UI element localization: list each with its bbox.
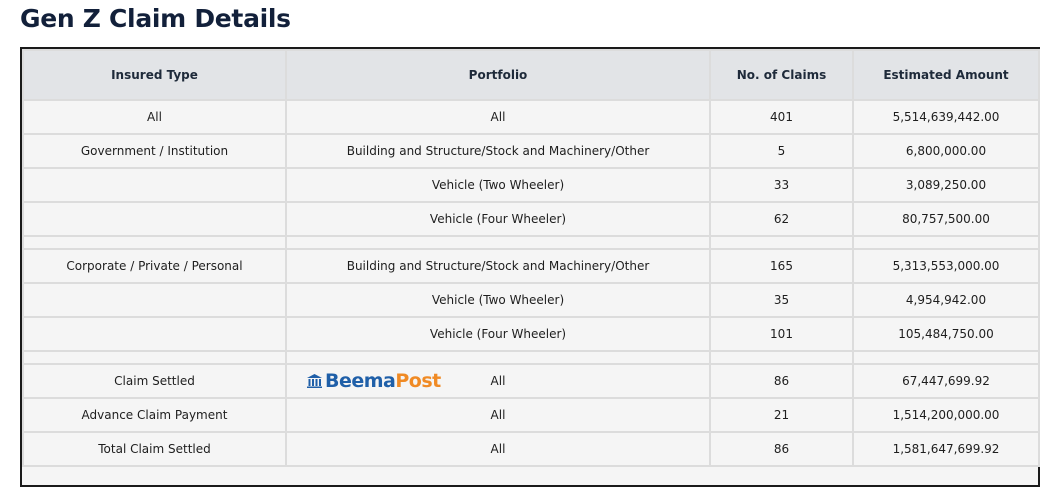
- table-row: [23, 364, 1039, 398]
- claims-table: [22, 49, 1040, 467]
- header-estimated-amount: Estimated Amount: [853, 50, 1039, 100]
- cell-insured-type: [23, 317, 286, 351]
- cell-claims: 35: [710, 283, 853, 317]
- cell-claims: 21: [710, 398, 853, 432]
- cell-amount: 5,514,639,442.00: [853, 100, 1039, 134]
- table-row: [23, 168, 1039, 202]
- table-row: [23, 398, 1039, 432]
- cell-amount: 4,954,942.00: [853, 283, 1039, 317]
- cell-insured-type: Total Claim Settled: [23, 432, 286, 466]
- logo-text-beema: Beema: [325, 370, 396, 392]
- cell-insured-type: Government / Institution: [23, 134, 286, 168]
- cell-insured-type: All: [23, 100, 286, 134]
- cell-insured-type: Claim Settled: [23, 364, 286, 398]
- table-row: [23, 100, 1039, 134]
- cell-amount: 105,484,750.00: [853, 317, 1039, 351]
- cell-portfolio: Vehicle (Four Wheeler): [286, 317, 710, 351]
- cell-claims: 165: [710, 249, 853, 283]
- cell-claims: 62: [710, 202, 853, 236]
- cell-claims: 401: [710, 100, 853, 134]
- header-portfolio: Portfolio: [286, 50, 710, 100]
- cell-claims: 86: [710, 432, 853, 466]
- cell-claims: 101: [710, 317, 853, 351]
- cell-insured-type: [23, 168, 286, 202]
- cell-claims: 86: [710, 364, 853, 398]
- table-row: [23, 134, 1039, 168]
- building-pillars-icon: [307, 374, 322, 388]
- cell-amount: 67,447,699.92: [853, 364, 1039, 398]
- spacer-row: [23, 351, 1039, 364]
- cell-insured-type: Advance Claim Payment: [23, 398, 286, 432]
- table-header-row: [23, 50, 1039, 100]
- table-row: [23, 202, 1039, 236]
- cell-amount: 80,757,500.00: [853, 202, 1039, 236]
- spacer-row: [23, 236, 1039, 249]
- cell-insured-type: [23, 202, 286, 236]
- table-row: [23, 283, 1039, 317]
- cell-portfolio: All: [286, 398, 710, 432]
- cell-portfolio: Building and Structure/Stock and Machinery/Other: [286, 249, 710, 283]
- cell-portfolio-text: All: [490, 374, 506, 388]
- cell-amount: 1,514,200,000.00: [853, 398, 1039, 432]
- cell-amount: 5,313,553,000.00: [853, 249, 1039, 283]
- cell-portfolio: Vehicle (Two Wheeler): [286, 168, 710, 202]
- cell-amount: 6,800,000.00: [853, 134, 1039, 168]
- cell-portfolio: All: [286, 100, 710, 134]
- header-no-of-claims: No. of Claims: [710, 50, 853, 100]
- table-row: [23, 317, 1039, 351]
- logo-text-post: Post: [395, 370, 441, 392]
- cell-claims: 33: [710, 168, 853, 202]
- cell-amount: 3,089,250.00: [853, 168, 1039, 202]
- cell-portfolio: Building and Structure/Stock and Machinery/Other: [286, 134, 710, 168]
- cell-amount: 1,581,647,699.92: [853, 432, 1039, 466]
- header-insured-type: Insured Type: [23, 50, 286, 100]
- cell-portfolio: All: [286, 432, 710, 466]
- beemapost-watermark: [307, 370, 441, 392]
- cell-insured-type: [23, 283, 286, 317]
- page-title: Gen Z Claim Details: [20, 4, 291, 33]
- cell-portfolio: Vehicle (Two Wheeler): [286, 283, 710, 317]
- table-row: [23, 432, 1039, 466]
- cell-portfolio: [286, 364, 710, 398]
- cell-portfolio: Vehicle (Four Wheeler): [286, 202, 710, 236]
- cell-insured-type: Corporate / Private / Personal: [23, 249, 286, 283]
- table-row: [23, 249, 1039, 283]
- claims-table-container: [20, 47, 1040, 487]
- cell-claims: 5: [710, 134, 853, 168]
